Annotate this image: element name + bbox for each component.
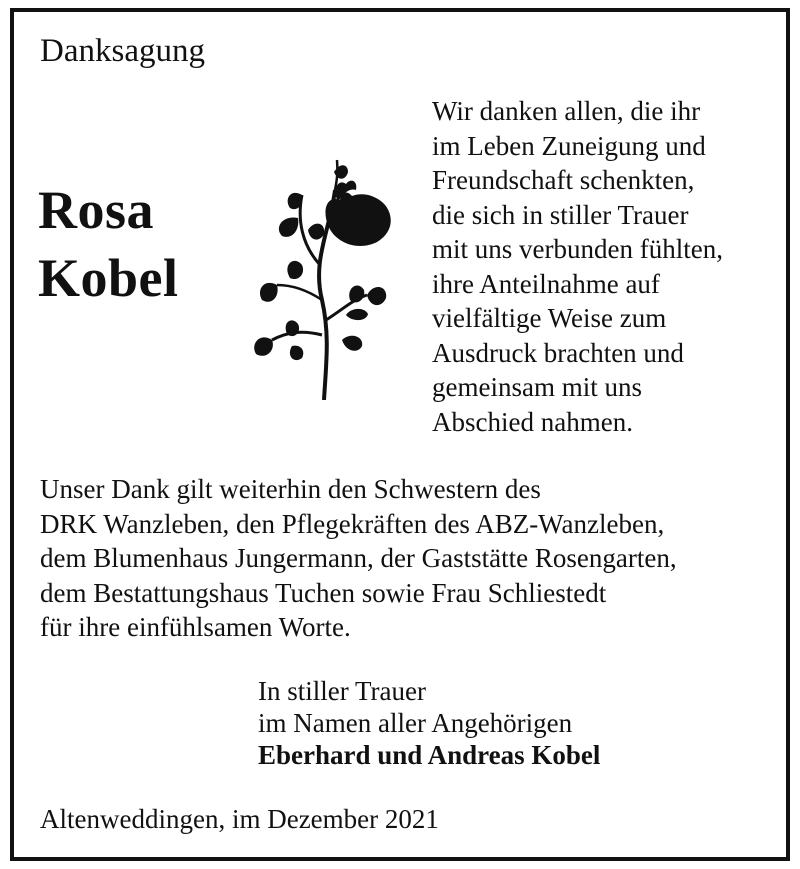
thanks-line: Abschied nahmen. — [432, 406, 633, 437]
signature-block — [258, 675, 600, 771]
rose-icon — [242, 150, 392, 400]
deceased-first-name: Rosa — [38, 180, 155, 240]
acknowledgement-line: Unser Dank gilt weiterhin den Schwestern des — [40, 474, 541, 504]
thanks-line: Freundschaft schenkten, — [432, 165, 695, 195]
acknowledgement-paragraph — [40, 472, 677, 645]
thanks-line: ihre Anteilnahme auf — [432, 268, 660, 299]
acknowledgement-line: dem Bestattungshaus Tuchen sowie Frau Schliestedt — [40, 577, 607, 608]
thanks-line: Ausdruck brachten und — [432, 337, 684, 368]
thanks-line: Wir danken allen, die ihr — [432, 96, 701, 126]
signature-names: Eberhard und Andreas Kobel — [258, 740, 601, 770]
acknowledgement-line: für ihre einfühlsamen Worte. — [40, 612, 351, 642]
deceased-last-name: Kobel — [38, 248, 179, 308]
acknowledgement-line: dem Blumenhaus Jungermann, der Gaststätte Rosengarten, — [40, 543, 677, 573]
acknowledgement-line: DRK Wanzleben, den Pflegekräften des ABZ-Wanzleben, — [40, 508, 665, 539]
thanks-line: im Leben Zuneigung und — [432, 130, 706, 161]
thanks-line: mit uns verbunden fühlten, — [432, 234, 723, 264]
signature-line-2: im Namen aller Angehörigen — [258, 708, 573, 738]
thanks-line: vielfältige Weise zum — [432, 303, 667, 333]
thanks-line: die sich in stiller Trauer — [432, 199, 689, 230]
notice-frame — [10, 8, 790, 861]
signature-line-1: In stiller Trauer — [258, 676, 426, 706]
thanks-line: gemeinsam mit uns — [432, 372, 642, 402]
thanks-text — [432, 94, 723, 439]
place-date: Altenweddingen, im Dezember 2021 — [40, 804, 439, 834]
notice-heading: Danksagung — [40, 33, 205, 69]
